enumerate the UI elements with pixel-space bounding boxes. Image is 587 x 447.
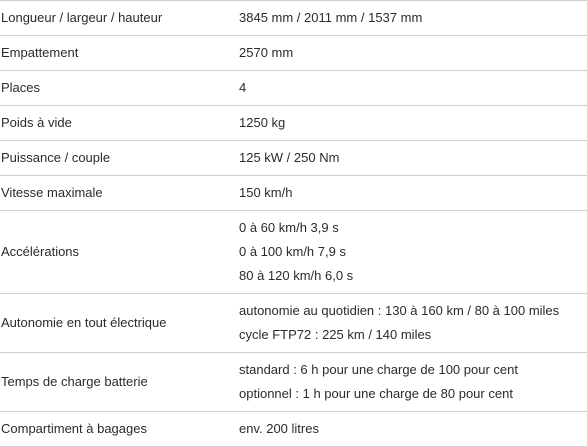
spec-value-line: cycle FTP72 : 225 km / 140 miles [239, 327, 432, 342]
spec-value-line: 0 à 100 km/h 7,9 s [239, 244, 346, 259]
spec-value-line: 4 [239, 80, 247, 95]
spec-value [237, 412, 587, 447]
spec-value-line: 1250 kg [239, 115, 286, 130]
spec-label: Puissance / couple [1, 150, 111, 165]
spec-label: Autonomie en tout électrique [1, 315, 167, 330]
table-row [0, 211, 587, 294]
spec-value-line: standard : 6 h pour une charge de 100 pour cent [239, 362, 518, 377]
spec-value-line: optionnel : 1 h pour une charge de 80 pour cent [239, 386, 513, 401]
spec-value [237, 294, 587, 353]
table-row [0, 412, 587, 447]
spec-value [237, 71, 587, 106]
table-row [0, 106, 587, 141]
spec-value [237, 353, 587, 412]
spec-label: Longueur / largeur / hauteur [1, 10, 163, 25]
spec-value [237, 141, 587, 176]
spec-value [237, 106, 587, 141]
spec-label: Poids à vide [1, 115, 72, 130]
spec-label: Empattement [1, 45, 79, 60]
spec-value-line: 150 km/h [239, 185, 293, 200]
spec-value [237, 1, 587, 36]
spec-value-line: 80 à 120 km/h 6,0 s [239, 268, 354, 283]
table-row [0, 71, 587, 106]
spec-value-line: autonomie au quotidien : 130 à 160 km / 80 à 100 miles [239, 303, 560, 318]
table-row [0, 141, 587, 176]
table-row [0, 1, 587, 36]
spec-value [237, 176, 587, 211]
spec-value-line: 3845 mm / 2011 mm / 1537 mm [239, 10, 423, 25]
spec-value-line: 2570 mm [239, 45, 294, 60]
spec-label: Compartiment à bagages [1, 421, 147, 436]
table-row [0, 294, 587, 353]
spec-value [237, 36, 587, 71]
table-row [0, 176, 587, 211]
table-row [0, 353, 587, 412]
spec-label: Accélérations [1, 244, 80, 259]
spec-label: Places [1, 80, 41, 95]
spec-value [237, 211, 587, 294]
spec-label: Temps de charge batterie [1, 374, 148, 389]
table-row [0, 36, 587, 71]
spec-label: Vitesse maximale [1, 185, 103, 200]
spec-value-line: env. 200 litres [239, 421, 319, 436]
spec-value-line: 125 kW / 250 Nm [239, 150, 340, 165]
spec-value-line: 0 à 60 km/h 3,9 s [239, 220, 339, 235]
